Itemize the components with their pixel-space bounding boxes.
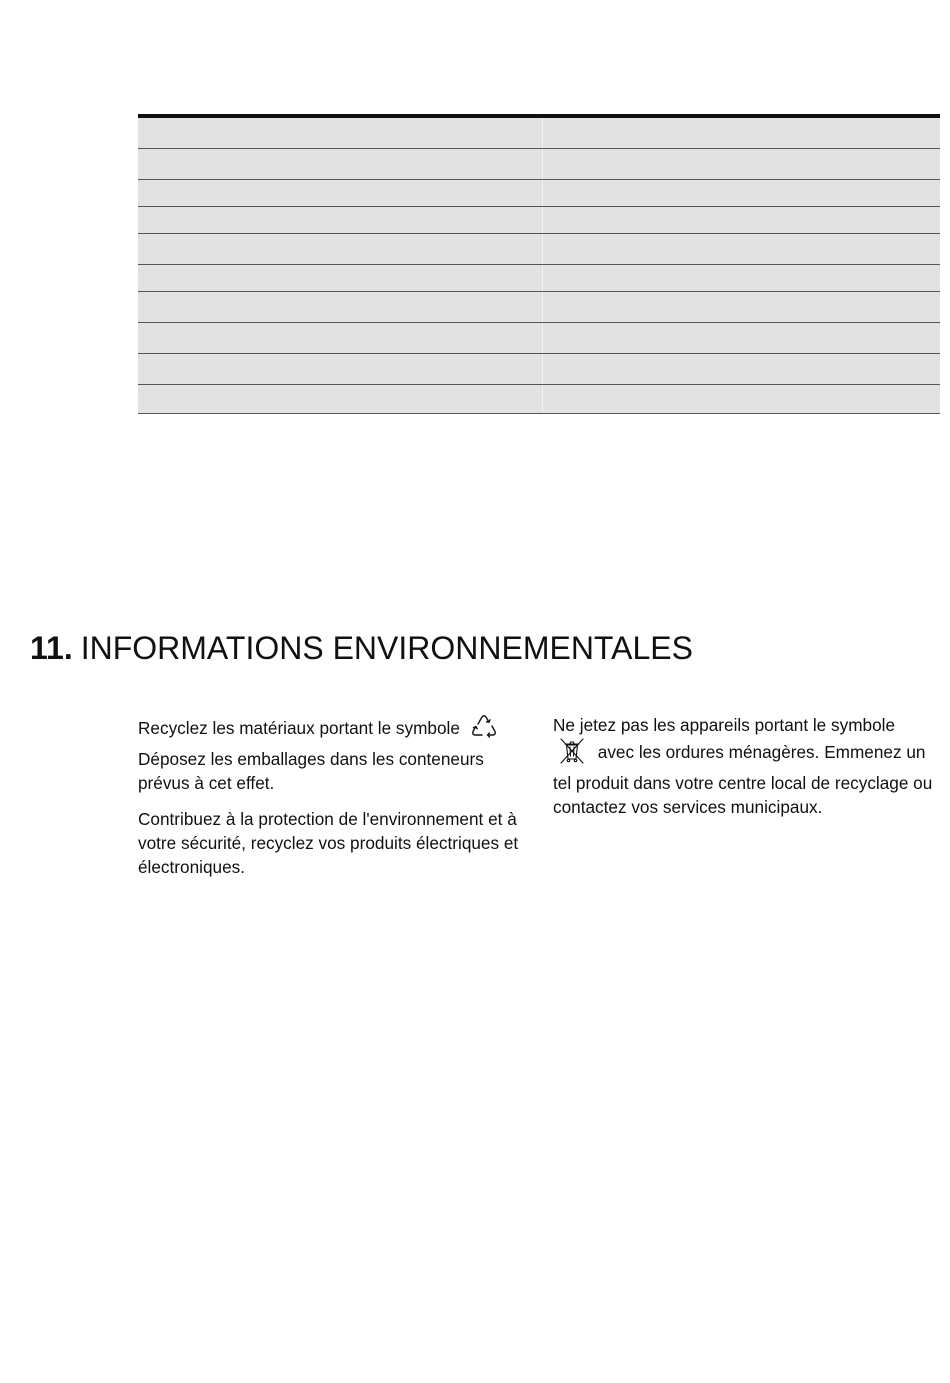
table-cell xyxy=(543,354,940,384)
table-row xyxy=(138,149,940,180)
table-row xyxy=(138,265,940,292)
table-cell xyxy=(138,292,543,322)
recycle-text-start: Recyclez les matériaux portant le symbole xyxy=(138,718,460,738)
table-cell xyxy=(138,180,543,206)
recycle-paragraph xyxy=(138,713,528,795)
table-cell xyxy=(138,234,543,264)
table-cell xyxy=(543,234,940,264)
crossed-bin-icon xyxy=(557,737,587,771)
left-column xyxy=(138,713,528,891)
table-cell xyxy=(543,385,940,413)
contribution-paragraph: Contribuez à la protection de l'environnement et à votre sécurité, recyclez vos produits électriques et électroniques. xyxy=(138,809,519,877)
disposal-text-end: avec les ordures ménagères. Emmenez un tel produit dans votre centre local de recyclage ou contactez vos services municipaux. xyxy=(553,742,933,817)
recycle-text-end: Déposez les emballages dans les conteneurs prévus à cet effet. xyxy=(138,749,484,793)
section-heading xyxy=(30,628,693,668)
table-cell xyxy=(543,292,940,322)
spec-table xyxy=(138,114,940,414)
section-title: INFORMATIONS ENVIRONNEMENTALES xyxy=(80,630,693,666)
table-cell xyxy=(543,118,940,148)
table-row xyxy=(138,207,940,234)
table-cell xyxy=(138,385,543,413)
section-number: 11. xyxy=(30,630,73,666)
table-row xyxy=(138,292,940,323)
table-cell xyxy=(138,265,543,291)
table-cell xyxy=(138,118,543,148)
table-cell xyxy=(138,149,543,179)
table-cell xyxy=(543,323,940,353)
table-cell xyxy=(138,354,543,384)
table-cell xyxy=(543,265,940,291)
disposal-text-start: Ne jetez pas les appareils portant le symbole xyxy=(553,715,896,735)
table-cell xyxy=(543,207,940,233)
table-cell xyxy=(138,207,543,233)
table-row xyxy=(138,323,940,354)
recycle-icon xyxy=(469,713,499,747)
table-cell xyxy=(543,149,940,179)
table-row xyxy=(138,180,940,207)
table-cell xyxy=(543,180,940,206)
table-row xyxy=(138,118,940,149)
table-row xyxy=(138,385,940,414)
table-cell xyxy=(138,323,543,353)
disposal-paragraph xyxy=(553,713,938,819)
table-row xyxy=(138,234,940,265)
right-column xyxy=(553,713,938,831)
table-row xyxy=(138,354,940,385)
